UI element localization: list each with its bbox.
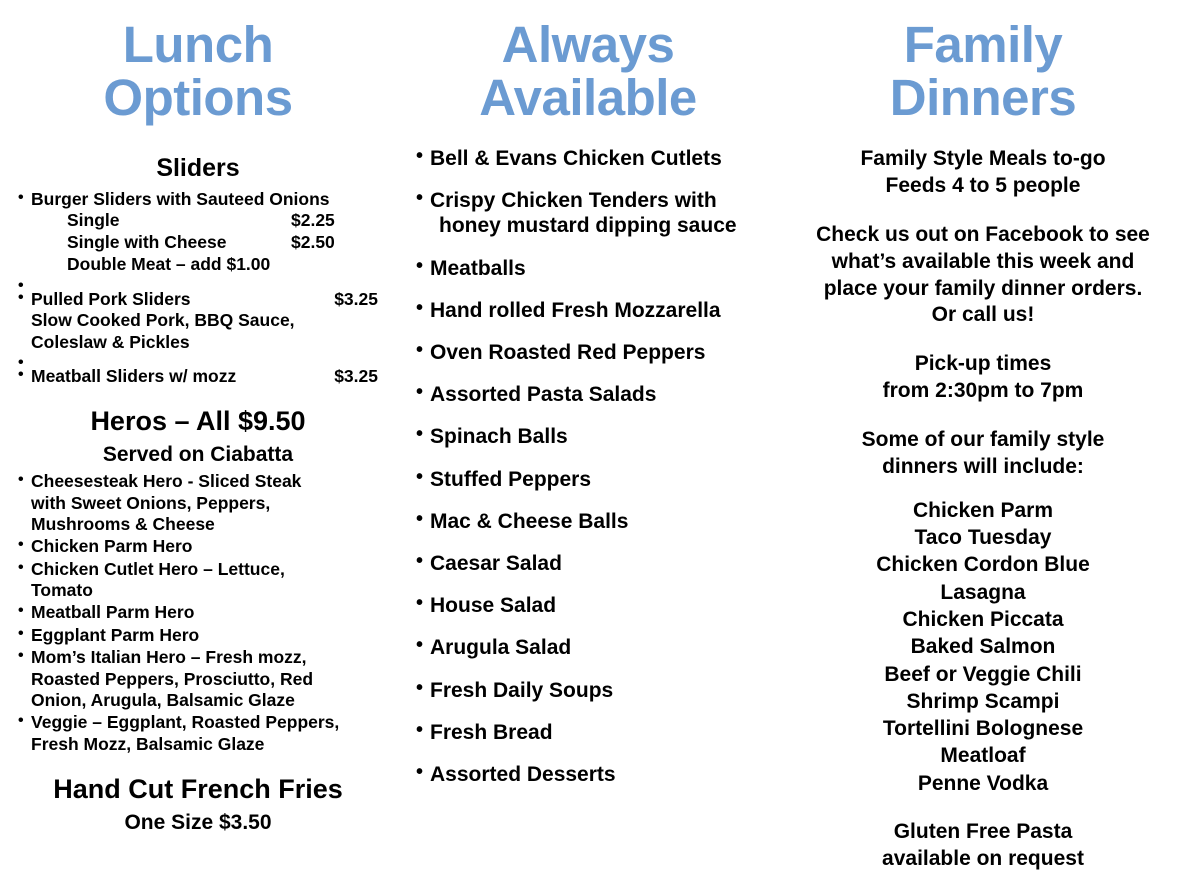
hero-line: Cheesesteak Hero - Sliced Steak xyxy=(31,471,302,492)
hero-line: Chicken Cutlet Hero – Lettuce, xyxy=(31,558,285,579)
family-title-line-2: Dinners xyxy=(889,69,1077,127)
hero-line: Eggplant Parm Hero xyxy=(31,624,200,645)
spacer xyxy=(18,354,378,365)
list-item: Chicken Cordon Blue xyxy=(876,553,1090,577)
list-item xyxy=(416,424,760,449)
always-title-line-2: Available xyxy=(479,69,697,127)
family-dinners-list xyxy=(780,497,1186,797)
burger-single-label: Single xyxy=(67,210,120,231)
always-title-line-1: Always xyxy=(501,16,675,73)
meatball-sliders-name: Meatball Sliders w/ mozz xyxy=(31,366,237,387)
list-item xyxy=(416,298,760,323)
dinners-intro-line-2: dinners will include: xyxy=(882,454,1084,478)
list-item xyxy=(416,635,760,660)
list-item: Lasagna xyxy=(940,580,1026,604)
list-item xyxy=(18,189,378,276)
spacer xyxy=(780,200,1186,222)
list-item xyxy=(18,536,378,557)
item-line: Assorted Desserts xyxy=(430,762,616,786)
spacer xyxy=(18,277,378,288)
family-dinners-column xyxy=(770,18,1200,878)
burger-double-row xyxy=(31,254,378,276)
item-line: Oven Roasted Red Peppers xyxy=(430,341,706,364)
dinners-intro xyxy=(780,427,1186,481)
list-item: Penne Vodka xyxy=(917,771,1049,795)
item-line: Spinach Balls xyxy=(430,425,568,449)
list-item: Shrimp Scampi xyxy=(906,689,1060,713)
heros-subheading: Served on Ciabatta xyxy=(102,443,294,467)
burger-cheese-row xyxy=(31,232,378,254)
family-dinners-title xyxy=(780,16,1186,127)
burger-single-row xyxy=(31,210,378,232)
hero-line: Roasted Peppers, Prosciutto, Red xyxy=(31,668,314,689)
family-title-line-1: Family xyxy=(903,16,1063,73)
spacer xyxy=(18,756,378,774)
list-item xyxy=(416,467,760,492)
list-item xyxy=(18,289,378,353)
list-item xyxy=(416,146,760,171)
hero-line: Veggie – Eggplant, Roasted Peppers, xyxy=(31,712,340,733)
hero-line: Mom’s Italian Hero – Fresh mozz, xyxy=(31,647,307,668)
hero-line: Meatball Parm Hero xyxy=(31,602,195,623)
family-intro-line-1: Family Style Meals to-go xyxy=(860,147,1106,171)
item-line: House Salad xyxy=(430,594,557,618)
list-item xyxy=(416,720,760,745)
list-item xyxy=(416,762,760,787)
list-item xyxy=(18,471,378,535)
list-item: Baked Salmon xyxy=(910,635,1056,659)
always-available-title xyxy=(416,16,760,127)
family-intro-line-2: Feeds 4 to 5 people xyxy=(885,173,1081,197)
gluten-free-note xyxy=(780,819,1186,873)
hero-line: with Sweet Onions, Peppers, xyxy=(31,492,271,513)
hero-line: Mushrooms & Cheese xyxy=(31,514,215,535)
pulled-pork-price: $3.25 xyxy=(334,289,378,310)
facebook-line-2: what’s available this week and xyxy=(831,249,1135,273)
gluten-line-1: Gluten Free Pasta xyxy=(893,820,1073,844)
list-item xyxy=(18,366,378,387)
list-item xyxy=(18,625,378,646)
pulled-pork-desc-2: Coleslaw & Pickles xyxy=(31,331,190,352)
list-item: Tortellini Bolognese xyxy=(882,717,1084,741)
family-intro xyxy=(780,146,1186,200)
burger-double-label: Double Meat – add $1.00 xyxy=(67,254,271,275)
list-item xyxy=(416,678,760,703)
spacer xyxy=(780,481,1186,497)
pickup-line-1: Pick-up times xyxy=(914,352,1052,376)
sliders-list xyxy=(18,189,378,387)
hero-line: Chicken Parm Hero xyxy=(31,536,193,557)
spacer xyxy=(780,329,1186,351)
sliders-heading: Sliders xyxy=(156,154,240,183)
list-item xyxy=(416,256,760,281)
pickup-times xyxy=(780,351,1186,405)
list-item: Chicken Piccata xyxy=(902,608,1064,631)
heros-list xyxy=(18,471,378,754)
item-line: Meatballs xyxy=(430,256,526,280)
item-line: honey mustard dipping sauce xyxy=(439,214,737,238)
facebook-note xyxy=(780,222,1186,330)
item-line: Caesar Salad xyxy=(430,551,562,575)
facebook-line-3: place your family dinner orders. xyxy=(823,276,1143,300)
item-line: Arugula Salad xyxy=(430,636,572,660)
dinners-intro-line-1: Some of our family style xyxy=(861,428,1105,452)
list-item xyxy=(416,382,760,407)
list-item xyxy=(416,593,760,618)
list-item xyxy=(416,551,760,576)
burger-cheese-price: $2.50 xyxy=(291,232,335,253)
facebook-line-1: Check us out on Facebook to see xyxy=(816,222,1150,246)
item-line: Fresh Daily Soups xyxy=(430,678,614,702)
spacer xyxy=(780,797,1186,819)
list-item: Beef or Veggie Chili xyxy=(884,662,1082,686)
hero-line: Onion, Arugula, Balsamic Glaze xyxy=(31,689,295,710)
pulled-pork-name: Pulled Pork Sliders xyxy=(31,289,191,310)
list-item xyxy=(18,602,378,623)
item-line: Mac & Cheese Balls xyxy=(430,509,629,533)
list-item xyxy=(416,340,760,365)
item-line: Crispy Chicken Tenders with xyxy=(430,189,717,213)
hero-line: Tomato xyxy=(31,580,93,601)
lunch-options-column xyxy=(0,18,400,878)
heros-heading: Heros – All $9.50 xyxy=(90,406,306,437)
list-item xyxy=(416,509,760,534)
item-line: Fresh Bread xyxy=(430,720,553,744)
lunch-options-title xyxy=(18,16,378,127)
list-item: Taco Tuesday xyxy=(914,526,1052,550)
lunch-title-line-2: Options xyxy=(103,69,293,127)
item-line: Hand rolled Fresh Mozzarella xyxy=(430,298,721,322)
burger-single-price: $2.25 xyxy=(291,210,335,231)
list-item xyxy=(416,188,760,238)
french-fries-heading: Hand Cut French Fries xyxy=(53,773,343,804)
burger-sliders-name: Burger Sliders with Sauteed Onions xyxy=(31,189,330,210)
always-available-list xyxy=(416,146,760,787)
list-item xyxy=(18,559,378,602)
spacer xyxy=(18,388,378,406)
item-line: Assorted Pasta Salads xyxy=(430,383,657,407)
french-fries-price: One Size $3.50 xyxy=(124,810,272,834)
list-item: Meatloaf xyxy=(940,744,1026,768)
list-item xyxy=(18,647,378,711)
meatball-sliders-price: $3.25 xyxy=(334,366,378,387)
hero-line: Fresh Mozz, Balsamic Glaze xyxy=(31,733,265,754)
item-line: Stuffed Peppers xyxy=(430,467,592,491)
burger-cheese-label: Single with Cheese xyxy=(67,232,227,253)
spacer xyxy=(780,405,1186,427)
pickup-line-2: from 2:30pm to 7pm xyxy=(882,379,1084,403)
pulled-pork-desc-1: Slow Cooked Pork, BBQ Sauce, xyxy=(31,310,295,331)
item-line: Bell & Evans Chicken Cutlets xyxy=(430,147,722,171)
always-available-column xyxy=(400,18,770,878)
facebook-line-4: Or call us! xyxy=(931,303,1035,327)
list-item: Chicken Parm xyxy=(912,498,1054,522)
list-item xyxy=(18,712,378,755)
lunch-title-line-1: Lunch xyxy=(122,16,274,73)
gluten-line-2: available on request xyxy=(882,846,1084,870)
